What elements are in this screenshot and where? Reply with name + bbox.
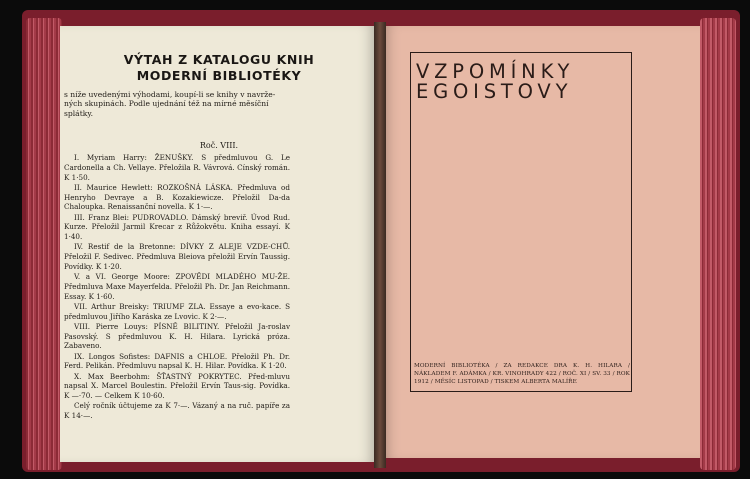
volume-label: Roč. VIII. xyxy=(199,141,239,150)
book-gutter xyxy=(374,22,386,468)
catalog-entry: II. Maurice Hewlett: ROZKOŠNÁ LÁSKA. Předmluva od Henryho Devraye a B. Kozakiewicze. Přeložil Da-da Chaloupka. Renaissanční novella. K 1·—. xyxy=(64,182,290,212)
page-edges-left xyxy=(26,18,62,470)
book-title-line1: VZPOMÍNKY xyxy=(416,60,575,83)
catalog-entry: VIII. Pierre Louys: PÍSNĚ BILITINY. Přeložil Ja-roslav Pasovský. S předmluvou K. H. Hilara. Lyrická próza. Zabaveno. xyxy=(64,321,290,351)
catalog-intro: s níže uvedenými výhodami, koupí-li se knihy v navrže-ných skupinách. Podle ujednání též na mírné měsíční splátky. xyxy=(64,90,276,118)
catalog-entry: IV. Restif de la Bretonne: DÍVKY Z ALEJE VZDE-CHŮ. Přeložil F. Sedivec. Předmluva Bleiova přeložil Ervín Taussig. Povídky. K 1·20. xyxy=(64,242,290,271)
catalog-entry: V. a VI. George Moore: ZPOVĚDI MLADÉHO MU-ŽE. Předmluva Maxe Mayerfelda. Přeložil Ph. Dr. Jan Reichmann. Essay. K 1·60. xyxy=(64,272,290,301)
catalog-list xyxy=(64,153,290,421)
title-frame xyxy=(410,52,632,392)
catalog-entry: Celý ročník účtujeme za K 7·—. Vázaný a na ruč. papíře za K 14·—. xyxy=(64,401,290,420)
catalog-entry: VII. Arthur Breisky: TRIUMF ZLA. Essaye a evo-kace. S předmluvou Jiřího Karáska ze Lvovic. K 2·—. xyxy=(64,301,290,321)
catalog-heading-line2: MODERNÍ BIBLIOTÉKY xyxy=(136,68,302,83)
catalog-heading-line1: VÝTAH Z KATALOGU KNIH xyxy=(123,52,315,67)
catalog-entry: X. Max Beerbohm: ŠŤASTNÝ POKRYTEC. Před-mluvu napsal X. Marcel Boulestin. Přeložil Ervín Taus-sig. Povídka. K —·70. — Celkem K 10·60. xyxy=(64,371,290,400)
catalog-entry: I. Myriam Harry: ŽENUŠKY. S předmluvou G. Le Cardonella a Ch. Vellaye. Přeložila R. Vávrová. Cínský román. K 1·50. xyxy=(64,153,290,182)
page-edges-right xyxy=(700,18,736,470)
catalog-entry: III. Franz Blei: PUDROVADLO. Dámský breviř. Úvod Rud. Kurze. Přeložil Jarmil Krecar z Růžokvětu. Kniha essayí. K 1·40. xyxy=(64,212,290,241)
publisher-imprint: MODERNÍ BIBLIOTÉKA / ZA REDAKCE DRA K. H. HILARA / NÁKLADEM F. ADÁMKA / KR. VINOHRADY 422 / ROČ. XI / SV. 33 / ROK 1912 / MĚSÍC LISTOPAD / TISKEM ALBERTA MALÍŘE xyxy=(414,363,630,385)
catalog-entry: IX. Longos Sofistes: DAFNIS a CHLOE. Přeložil Ph. Dr. Ferd. Pelikán. Předmluvu napsal K. H. Hilar. Povídka. K 1·20. xyxy=(64,351,290,371)
book-title-line2: EGOISTOVY xyxy=(416,80,573,103)
